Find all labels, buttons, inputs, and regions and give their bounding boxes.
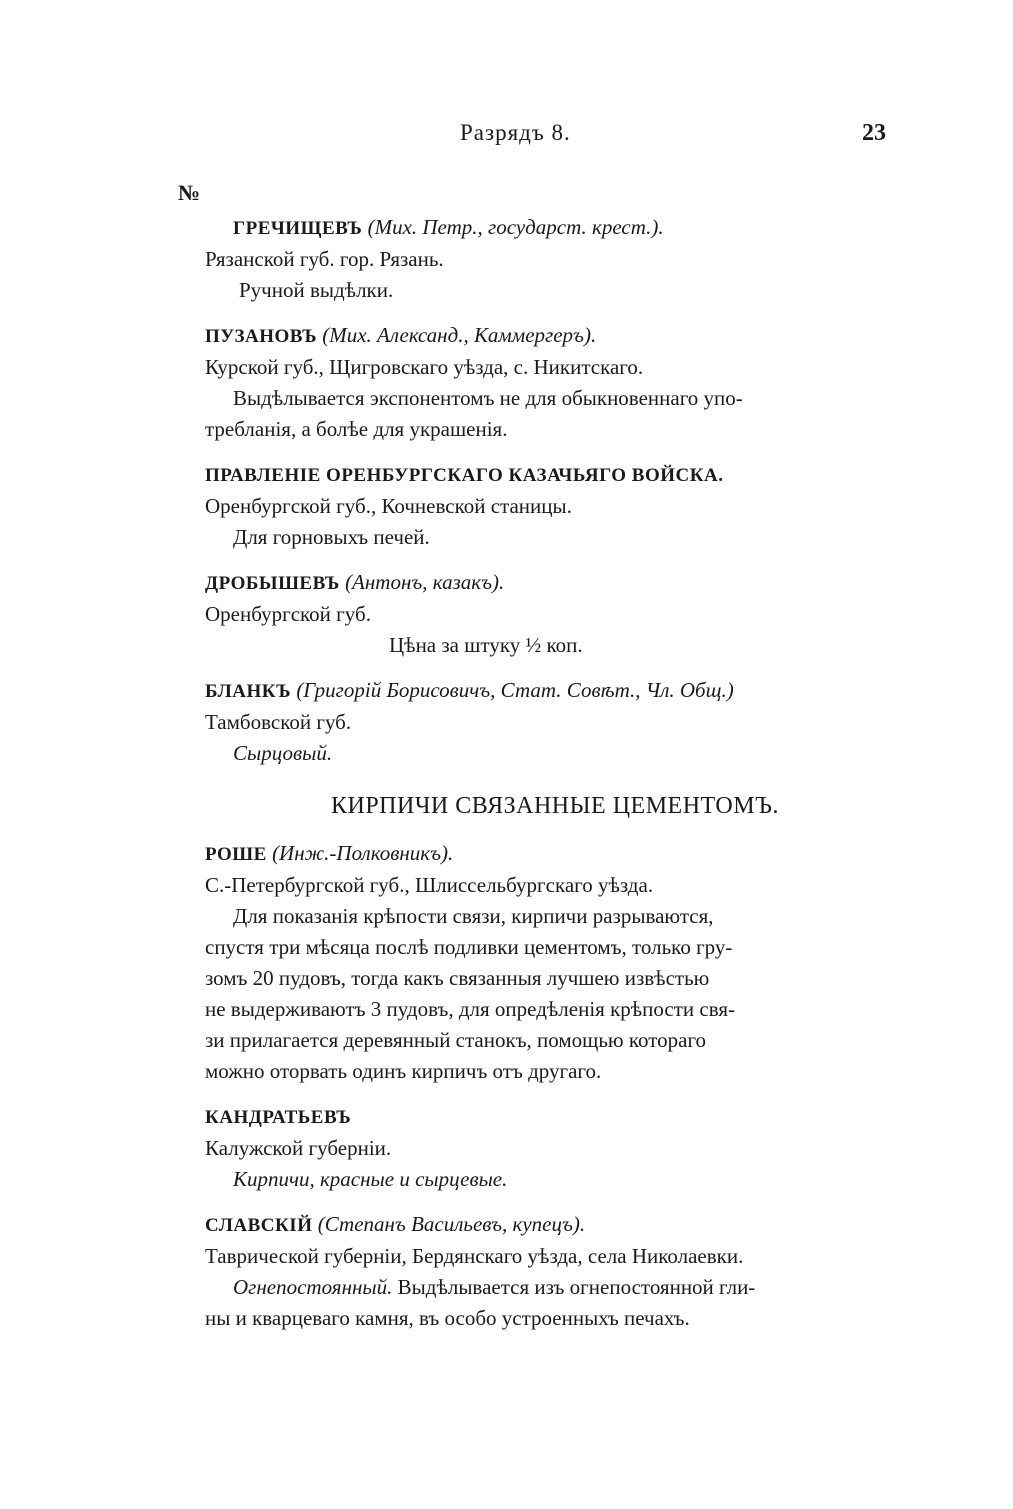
entry-name: РОШЕ: [205, 844, 267, 865]
entry-location: Оренбургской губ.: [205, 602, 371, 626]
entry-detail: (Мих. Александ., Каммергеръ).: [322, 323, 597, 347]
entry-name: ПРАВЛЕНІЕ ОРЕНБУРГСКАГО КАЗАЧЬЯГО ВОЙСКА.: [205, 465, 724, 486]
entry-detail: (Инж.-Полковникъ).: [272, 841, 454, 865]
entry-note-line: Выдѣлывается экспонентомъ не для обыкновеннаго упо-: [233, 386, 743, 410]
entry-note: Сырцовый.: [233, 741, 333, 765]
entry-location: С.-Петербургской губ., Шлиссельбургскаго уѣзда.: [205, 873, 654, 897]
entry-location: Таврической губерніи, Бердянскаго уѣзда, села Николаевки.: [205, 1244, 744, 1268]
paragraph-line: можно оторвать одинъ кирпичъ отъ другаго.: [205, 1059, 602, 1083]
entry-note-italic: Огнепостоянный.: [233, 1275, 393, 1299]
entry-detail: (Мих. Петр., государст. крест.).: [367, 215, 664, 239]
entry-puzanov: [205, 320, 895, 445]
entry-location: Курской губ., Щигровскаго уѣзда, с. Никитскаго.: [205, 355, 644, 379]
entry-location: Тамбовской губ.: [205, 710, 352, 734]
number-column-mark: №: [178, 180, 201, 205]
entry-note-line: требланія, а болѣе для украшенія.: [205, 417, 508, 441]
entry-detail: (Антонъ, казакъ).: [345, 570, 505, 594]
entry-note: Для горновыхъ печей.: [233, 525, 430, 549]
entry-name: ДРОБЫШЕВЪ: [205, 573, 340, 594]
entry-orenburg-cossack: [205, 459, 895, 553]
entry-roshe: [205, 838, 895, 1087]
paragraph-line: Для показанія крѣпости связи, кирпичи разрываются,: [233, 904, 714, 928]
entry-note-line: Выдѣлывается изъ огнепостоянной гли-: [397, 1275, 756, 1299]
section-title: КИРПИЧИ СВЯЗАННЫЕ ЦЕМЕНТОМЪ.: [330, 793, 779, 819]
entry-name: КАНДРАТЬЕВЪ: [205, 1107, 352, 1128]
entry-detail: (Степанъ Васильевъ, купецъ).: [317, 1212, 586, 1236]
entry-name: БЛАНКЪ: [205, 681, 292, 702]
entry-grechishchev: [205, 212, 895, 306]
entry-note: Ручной выдѣлки.: [239, 278, 394, 302]
paragraph-line: спустя три мѣсяца послѣ подливки цементомъ, только гру-: [205, 935, 733, 959]
entry-location: Оренбургской губ., Кочневской станицы.: [205, 494, 572, 518]
entry-location: Калужской губерніи.: [205, 1136, 392, 1160]
entry-drobyshev: [205, 567, 895, 661]
paragraph-line: не выдерживаютъ 3 пудовъ, для опредѣленія крѣпости свя-: [205, 997, 736, 1021]
entry-note-line: ны и кварцеваго камня, въ особо устроенныхъ печахъ.: [205, 1306, 690, 1330]
entry-location: Рязанской губ. гор. Рязань.: [205, 247, 444, 271]
entry-name: СЛАВСКІЙ: [205, 1215, 313, 1236]
entry-note: Кирпичи, красные и сырцевые.: [233, 1167, 508, 1191]
entry-price: Цѣна за штуку ½ коп.: [389, 633, 583, 657]
entry-detail: (Григорій Борисовичъ, Стат. Совѣт., Чл. Общ.): [296, 678, 734, 702]
page-number: 23: [862, 120, 886, 146]
page-body: [205, 212, 895, 1348]
page-header: [0, 120, 1013, 154]
entry-name: ПУЗАНОВЪ: [205, 326, 317, 347]
paragraph-line: зи прилагается деревянный станокъ, помощью котораго: [205, 1028, 707, 1052]
running-head: Разрядъ 8.: [460, 120, 571, 145]
entry-name: ГРЕЧИЩЕВЪ: [233, 218, 363, 239]
entry-slavsky: [205, 1209, 895, 1334]
entry-blank: [205, 675, 895, 769]
entry-kandratyev: [205, 1101, 895, 1195]
paragraph-line: зомъ 20 пудовъ, тогда какъ связанныя лучшею извѣстью: [205, 966, 710, 990]
